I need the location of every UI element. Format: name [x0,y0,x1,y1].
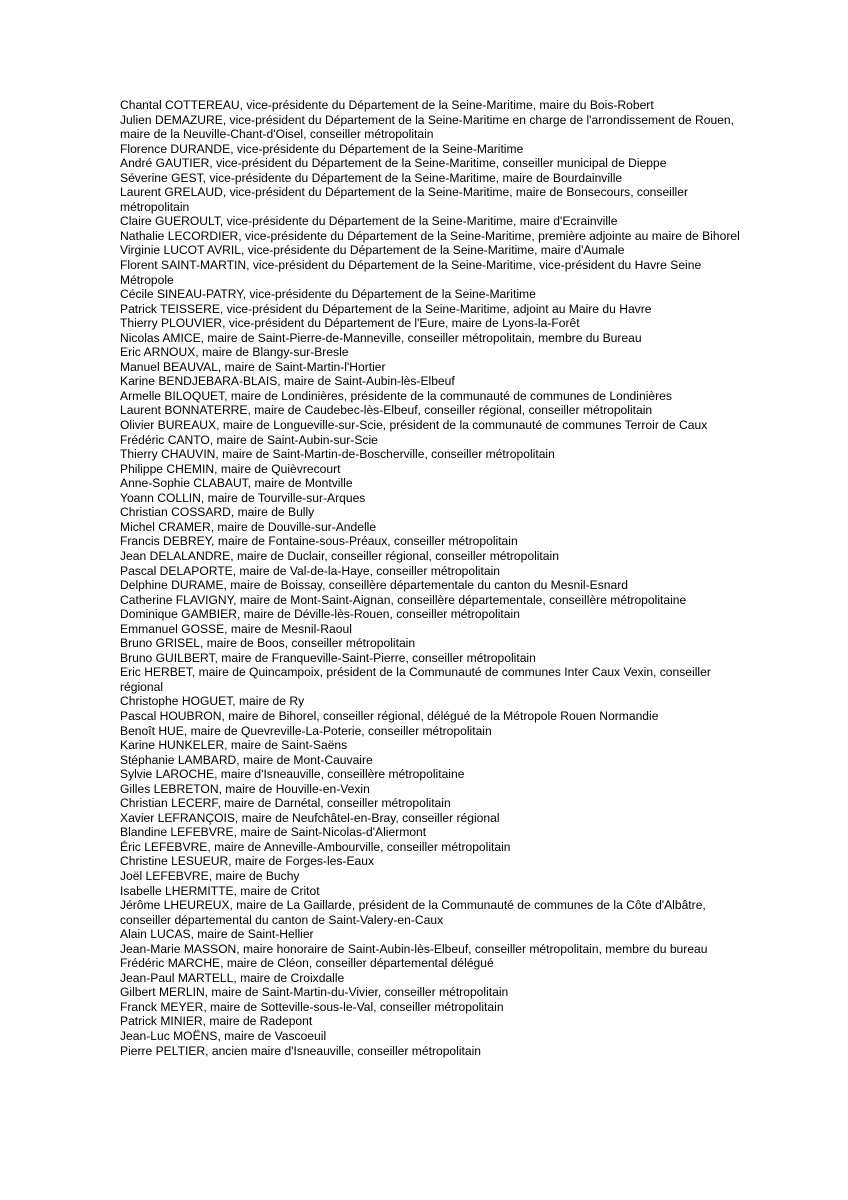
signatory-entry: Emmanuel GOSSE, maire de Mesnil-Raoul [120,621,352,636]
signatory-entry: Frédéric MARCHE, maire de Cléon, conseiller départemental délégué [120,956,494,971]
signatory-entry: Eric ARNOUX, maire de Blangy-sur-Bresle [120,345,349,360]
signatory-entry: Eric HERBET, maire de Quincampoix, président de la Communauté de communes Inter Caux Vexin, conseiller régional [120,665,711,694]
signatory-entry: Anne-Sophie CLABAUT, maire de Montville [120,476,353,491]
signatory-entry: Christian COSSARD, maire de Bully [120,505,315,520]
signatory-entry: Blandine LEFEBVRE, maire de Saint-Nicolas-d'Aliermont [120,825,427,840]
signatory-entry: Christine LESUEUR, maire de Forges-les-Eaux [120,854,375,869]
signatory-entry: Jean-Paul MARTELL, maire de Croixdalle [120,970,345,985]
signatory-entry: Florent SAINT-MARTIN, vice-président du Département de la Seine-Maritime, vice-président du Havre Seine Métropole [120,258,702,287]
signatory-entry: Philippe CHEMIN, maire de Quièvrecourt [120,461,341,476]
signatory-entry: Thierry CHAUVIN, maire de Saint-Martin-de-Boscherville, conseiller métropolitain [120,447,555,462]
signatory-entry: Jean-Marie MASSON, maire honoraire de Saint-Aubin-lès-Elbeuf, conseiller métropolitain, membre du bureau [120,941,708,956]
signatory-entry: Patrick MINIER, maire de Radepont [120,1014,313,1029]
signatory-entry: Nicolas AMICE, maire de Saint-Pierre-de-Manneville, conseiller métropolitain, membre du Bureau [120,330,642,345]
signatory-entry: Laurent GRELAUD, vice-président du Département de la Seine-Maritime, maire de Bonsecours, conseiller métropolitain [120,185,688,214]
signatory-entry: Karine HUNKELER, maire de Saint-Saëns [120,738,348,753]
signatory-entry: Manuel BEAUVAL, maire de Saint-Martin-l'Hortier [120,359,386,374]
signatory-entry: Pascal DELAPORTE, maire de Val-de-la-Haye, conseiller métropolitain [120,563,500,578]
signatory-entry: Gilles LEBRETON, maire de Houville-en-Vexin [120,781,370,796]
signatory-entry: Virginie LUCOT AVRIL, vice-présidente du Département de la Seine-Maritime, maire d'Aumale [120,243,625,258]
signatory-entry: Christian LECERF, maire de Darnétal, conseiller métropolitain [120,796,451,811]
signatory-entry: Benoît HUE, maire de Quevreville-La-Poterie, conseiller métropolitain [120,723,492,738]
signatory-entry: André GAUTIER, vice-président du Département de la Seine-Maritime, conseiller municipal de Dieppe [120,156,667,171]
signatory-entry: Sylvie LAROCHE, maire d'Isneauville, conseillère métropolitaine [120,767,465,782]
signatory-entry: Yoann COLLIN, maire de Tourville-sur-Arques [120,490,366,505]
signatory-entry: Cécile SINEAU-PATRY, vice-présidente du Département de la Seine-Maritime [120,287,536,302]
signatory-entry: Isabelle LHERMITTE, maire de Critot [120,883,320,898]
signatory-entry: Xavier LEFRANÇOIS, maire de Neufchâtel-en-Bray, conseiller régional [120,810,500,825]
signatory-entry: Christophe HOGUET, maire de Ry [120,694,305,709]
signatory-entry: Jean-Luc MOËNS, maire de Vascoeuil [120,1029,327,1043]
signatory-entry: Laurent BONNATERRE, maire de Caudebec-lès-Elbeuf, conseiller régional, conseiller métropolitain [120,403,653,418]
signatory-list [120,98,745,1058]
signatory-entry: Gilbert MERLIN, maire de Saint-Martin-du-Vivier, conseiller métropolitain [120,985,509,1000]
signatory-entry: Alain LUCAS, maire de Saint-Hellier [120,927,314,942]
signatory-entry: Armelle BILOQUET, maire de Londinières, présidente de la communauté de communes de Londinières [120,388,672,403]
signatory-entry: Bruno GRISEL, maire de Boos, conseiller métropolitain [120,636,416,651]
signatory-entry: Karine BENDJEBARA-BLAIS, maire de Saint-Aubin-lès-Elbeuf [120,374,455,389]
signatory-entry: Michel CRAMER, maire de Douville-sur-Andelle [120,519,377,534]
signatory-entry: Dominique GAMBIER, maire de Déville-lès-Rouen, conseiller métropolitain [120,607,520,622]
signatory-entry: Pierre PELTIER, ancien maire d'Isneauville, conseiller métropolitain [120,1043,482,1058]
signatory-entry: Séverine GEST, vice-présidente du Département de la Seine-Maritime, maire de Bourdainville [120,170,623,185]
signatory-entry: Stéphanie LAMBARD, maire de Mont-Cauvaire [120,752,373,767]
signatory-entry: Catherine FLAVIGNY, maire de Mont-Saint-Aignan, conseillère départementale, conseillère métropolitaine [120,592,687,607]
signatory-entry: Éric LEFEBVRE, maire de Anneville-Ambourville, conseiller métropolitain [120,839,511,854]
signatory-entry: Julien DEMAZURE, vice-président du Département de la Seine-Maritime en charge de l'arrondissement de Rouen, maire de la Neuville-Chant-d'Oisel, conseiller métropolitain [120,112,735,142]
signatory-entry: Patrick TEISSERE, vice-président du Département de la Seine-Maritime, adjoint au Maire du Havre [120,301,652,316]
signatory-entry: Nathalie LECORDIER, vice-présidente du Département de la Seine-Maritime, première adjointe au maire de Bihorel [120,228,740,243]
signatory-entry: Jean DELALANDRE, maire de Duclair, conseiller régional, conseiller métropolitain [120,548,559,563]
signatory-entry: Claire GUEROULT, vice-présidente du Département de la Seine-Maritime, maire d'Ecrainville [120,214,618,229]
signatory-entry: Florence DURANDE, vice-présidente du Département de la Seine-Maritime [120,141,524,156]
signatory-entry: Frédéric CANTO, maire de Saint-Aubin-sur-Scie [120,432,378,447]
signatory-entry: Pascal HOUBRON, maire de Bihorel, conseiller régional, délégué de la Métropole Rouen Normandie [120,708,659,723]
signatory-entry: Bruno GUILBERT, maire de Franqueville-Saint-Pierre, conseiller métropolitain [120,650,536,665]
signatory-entry: Olivier BUREAUX, maire de Longueville-sur-Scie, président de la communauté de communes Terroir de Caux [120,418,708,433]
signatory-entry: Thierry PLOUVIER, vice-président du Département de l'Eure, maire de Lyons-la-Forêt [120,316,580,331]
signatory-entry: Jérôme LHEUREUX, maire de La Gaillarde, président de la Communauté de communes de la Côte d'Albâtre, conseiller départemental du canton de Saint-Valery-en-Caux [120,898,706,927]
signatory-entry: Joël LEFEBVRE, maire de Buchy [120,868,300,883]
signatory-entry: Delphine DURAME, maire de Boissay, conseillère départementale du canton du Mesnil-Esnard [120,578,628,593]
signatory-entry: Chantal COTTEREAU, vice-présidente du Département de la Seine-Maritime, maire du Bois-Robert [120,98,654,112]
signatory-entry: Francis DEBREY, maire de Fontaine-sous-Préaux, conseiller métropolitain [120,534,518,549]
signatory-entry: Franck MEYER, maire de Sotteville-sous-le-Val, conseiller métropolitain [120,999,504,1014]
